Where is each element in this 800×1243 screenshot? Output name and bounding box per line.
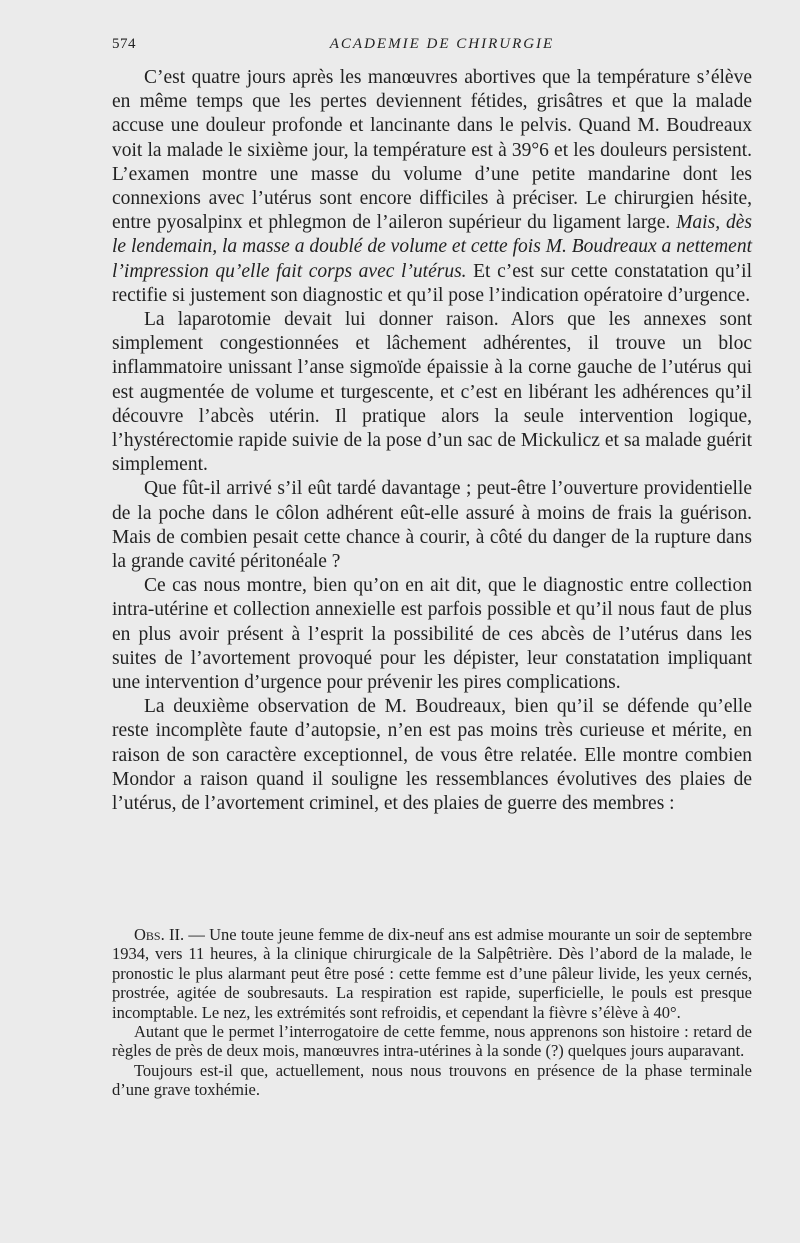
observation-paragraph-3: Toujours est-il que, actuellement, nous nous trouvons en présence de la phase terminale d’une grave toxhémie. — [112, 1060, 752, 1100]
observation-label: Obs. II. — [134, 925, 185, 944]
observation-paragraph-1-text: — Une toute jeune femme de dix-neuf ans est admise mourante un soir de septembre 1934, vers 11 heures, à la clinique chirurgicale de la Salpêtrière. Dès l’abord de la malade, le pronostic le plus alarmant peut être posé : cette femme est d’une pâleur livide, les yeux cernés, prostrée, agitée de soubresauts. La respiration est rapide, superficielle, le pouls est presque incomptable. Le nez, les extrémités sont refroidis, et cependant la fièvre s’élève à 40°. — [112, 925, 752, 1022]
paragraph-1 — [112, 66, 752, 308]
observation-paragraph-2: Autant que le permet l’interrogatoire de cette femme, nous apprenons son histoire : retard de règles de près de deux mois, manœuvres intra-utérines à la sonde (?) quelques jours auparavant. — [112, 1022, 752, 1061]
paragraph-4: Ce cas nous montre, bien qu’on en ait dit, que le diagnostic entre collection intra-utérine et collection annexielle est parfois possible et qu’il nous faut de plus en plus avoir présent à l’esprit la possibilité de ces abcès de l’utérus dans les suites de l’avortement provoqué pour les dépister, leur constatation impliquant une intervention d’urgence pour prévenir les pires complications. — [112, 575, 752, 694]
paragraph-1-italic: Mais, dès le lendemain, la masse a doublé de volume et cette fois M. Boudreaux a nettement l’impression qu’elle fait corps avec l’utérus. — [112, 212, 752, 282]
page-number: 574 — [112, 36, 136, 52]
observation-block — [112, 925, 752, 1100]
paragraph-1-text: C’est quatre jours après les manœuvres abortives que la température s’élève en même temps que les pertes deviennent fétides, grisâtres et que la malade accuse une douleur profonde et lancinante dans le pelvis. Quand M. Boudreaux voit la malade le sixième jour, la température est à 39°6 et les douleurs persistent. L’examen montre une masse du volume d’une petite mandarine dont les connexions avec l’utérus sont encore difficiles à préciser. Le chirurgien hésite, entre pyosalpinx et phlegmon de l’aileron supérieur du ligament large. — [112, 67, 752, 234]
observation-paragraph-1 — [112, 925, 752, 1022]
main-text — [112, 66, 752, 816]
paragraph-5: La deuxième observation de M. Boudreaux, bien qu’il se défende qu’elle reste incomplète faute d’autopsie, n’en est pas moins très curieuse et mérite, en raison de son caractère exceptionnel, de vous être relatée. Elle montre combien Mondor a raison quand il souligne les ressemblances évolutives des plaies de l’utérus, de l’avortement criminel, et des plaies de guerre des membres : — [112, 696, 752, 815]
paragraph-1-end: Et c’est sur cette constatation qu’il rectifie si justement son diagnostic et qu’il pose l’indication opératoire d’urgence. — [112, 260, 752, 306]
running-header — [112, 36, 752, 58]
paragraph-3: Que fût-il arrivé s’il eût tardé davantage ; peut-être l’ouverture providentielle de la poche dans le côlon adhérent eût-elle assuré à moins de frais la guérison. Mais de combien pesait cette chance à courir, à côté du danger de la rupture dans la grande cavité péritonéale ? — [112, 478, 752, 573]
paragraph-2: La laparotomie devait lui donner raison. Alors que les annexes sont simplement congestionnées et lâchement adhérentes, il trouve un bloc inflammatoire unissant l’anse sigmoïde épaissie à la corne gauche de l’utérus qui est augmentée de volume et turgescente, et c’est en libérant les adhérences qu’il découvre l’abcès utérin. Il pratique alors la seule intervention logique, l’hystérectomie rapide suivie de la pose d’un sac de Mickulicz et sa malade guérit simplement. — [112, 309, 752, 476]
journal-title: ACADEMIE DE CHIRURGIE — [329, 36, 555, 52]
